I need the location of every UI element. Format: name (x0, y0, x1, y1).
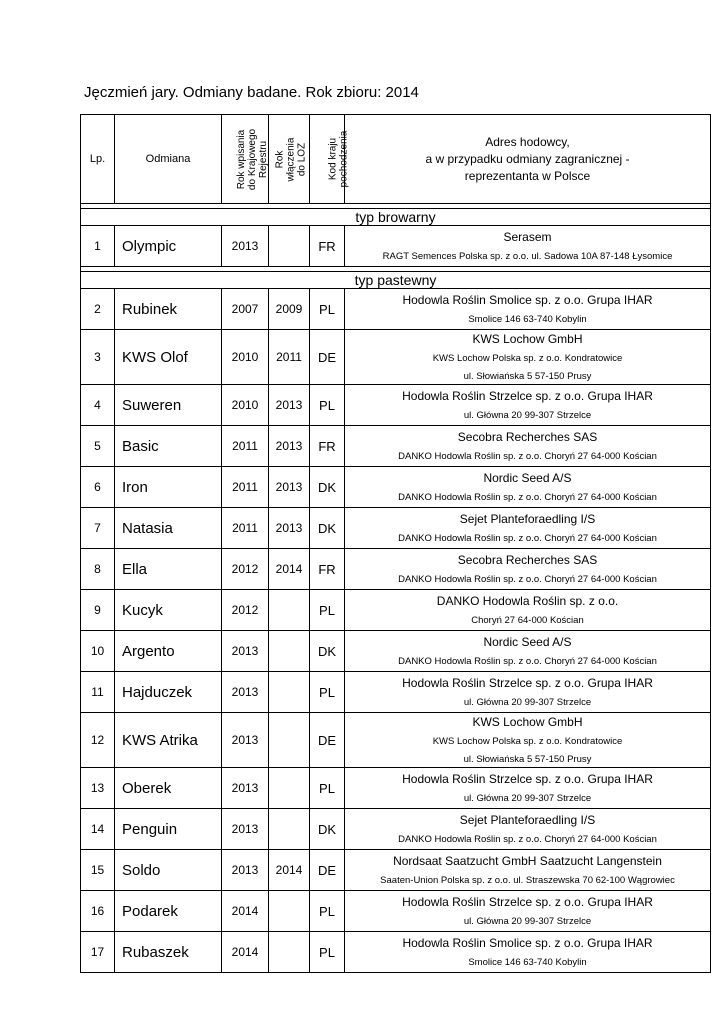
address-line: Saaten-Union Polska sp. z o.o. ul. Straszewska 70 62-100 Wągrowiec (380, 875, 675, 886)
address-line: ul. Słowiańska 5 57-150 Prusy (463, 754, 592, 765)
address-line: Secobra Recherches SAS (457, 430, 598, 444)
varieties-table (80, 114, 711, 973)
header-country: Kod kraju pochodzenia (310, 115, 345, 204)
cell-year-registered: 2012 (222, 590, 269, 631)
cell-lp: 4 (81, 385, 115, 426)
cell-country: DE (310, 850, 345, 891)
cell-variety: Rubinek (115, 289, 222, 330)
cell-address (345, 226, 711, 267)
cell-year-loz (269, 226, 310, 267)
cell-year-registered: 2014 (222, 891, 269, 932)
cell-year-loz (269, 932, 310, 973)
table-row (81, 932, 711, 973)
cell-address (345, 330, 711, 385)
cell-lp: 11 (81, 672, 115, 713)
cell-year-loz (269, 672, 310, 713)
cell-year-loz (269, 891, 310, 932)
section-row (81, 209, 711, 226)
cell-variety: Basic (115, 426, 222, 467)
cell-lp: 3 (81, 330, 115, 385)
cell-variety: Olympic (115, 226, 222, 267)
address-line: ul. Główna 20 99-307 Strzelce (463, 916, 592, 927)
cell-year-registered: 2013 (222, 768, 269, 809)
cell-country: FR (310, 226, 345, 267)
cell-variety: KWS Olof (115, 330, 222, 385)
cell-country: PL (310, 932, 345, 973)
cell-variety: Argento (115, 631, 222, 672)
cell-lp: 12 (81, 713, 115, 768)
cell-lp: 10 (81, 631, 115, 672)
cell-address (345, 631, 711, 672)
cell-variety: Ella (115, 549, 222, 590)
address-line: Nordsaat Saatzucht GmbH Saatzucht Langenstein (393, 854, 662, 868)
cell-address (345, 768, 711, 809)
table-row (81, 426, 711, 467)
table-row (81, 590, 711, 631)
cell-country: PL (310, 891, 345, 932)
cell-year-loz: 2014 (269, 549, 310, 590)
cell-variety: Kucyk (115, 590, 222, 631)
address-line: ul. Słowiańska 5 57-150 Prusy (463, 371, 592, 382)
table-row (81, 809, 711, 850)
cell-year-loz (269, 713, 310, 768)
section-label: typ pastewny (81, 272, 711, 289)
cell-year-registered: 2011 (222, 467, 269, 508)
address-line: DANKO Hodowla Roślin sp. z o.o. Choryń 27 64-000 Kościan (398, 574, 657, 585)
address-line: ul. Główna 20 99-307 Strzelce (463, 793, 592, 804)
address-line: Choryń 27 64-000 Kościan (471, 615, 584, 626)
page-title: Jęczmień jary. Odmiany badane. Rok zbioru: 2014 (84, 84, 419, 101)
cell-address (345, 672, 711, 713)
cell-year-loz (269, 590, 310, 631)
cell-variety: KWS Atrika (115, 713, 222, 768)
cell-lp: 6 (81, 467, 115, 508)
section-label: typ browarny (81, 209, 711, 226)
cell-address (345, 891, 711, 932)
cell-address (345, 850, 711, 891)
cell-address (345, 932, 711, 973)
address-line: Sejet Planteforaedling I/S (459, 512, 596, 526)
cell-address (345, 426, 711, 467)
cell-country: DE (310, 330, 345, 385)
cell-variety: Soldo (115, 850, 222, 891)
cell-year-registered: 2013 (222, 713, 269, 768)
cell-variety: Natasia (115, 508, 222, 549)
cell-year-registered: 2012 (222, 549, 269, 590)
address-line: KWS Lochow Polska sp. z o.o. Kondratowice (432, 353, 623, 364)
cell-address (345, 590, 711, 631)
address-line: ul. Główna 20 99-307 Strzelce (463, 410, 592, 421)
cell-country: PL (310, 590, 345, 631)
address-line: ul. Główna 20 99-307 Strzelce (463, 697, 592, 708)
address-line: Hodowla Roślin Strzelce sp. z o.o. Grupa IHAR (402, 676, 653, 690)
cell-lp: 13 (81, 768, 115, 809)
table-row (81, 508, 711, 549)
cell-year-registered: 2014 (222, 932, 269, 973)
cell-variety: Oberek (115, 768, 222, 809)
address-line: KWS Lochow GmbH (472, 332, 583, 346)
address-line: Hodowla Roślin Smolice sp. z o.o. Grupa IHAR (402, 936, 653, 950)
cell-address (345, 508, 711, 549)
address-line: DANKO Hodowla Roślin sp. z o.o. Choryń 27 64-000 Kościan (398, 656, 657, 667)
cell-year-loz: 2013 (269, 426, 310, 467)
cell-lp: 1 (81, 226, 115, 267)
table-row (81, 226, 711, 267)
cell-country: PL (310, 768, 345, 809)
cell-lp: 15 (81, 850, 115, 891)
table-row (81, 330, 711, 385)
section-row (81, 272, 711, 289)
cell-address (345, 385, 711, 426)
address-line: RAGT Semences Polska sp. z o.o. ul. Sadowa 10A 87-148 Łysomice (382, 251, 673, 262)
cell-year-loz: 2013 (269, 508, 310, 549)
table-row (81, 289, 711, 330)
cell-year-registered: 2007 (222, 289, 269, 330)
cell-year-registered: 2011 (222, 426, 269, 467)
address-line: Nordic Seed A/S (483, 635, 572, 649)
cell-country: PL (310, 289, 345, 330)
table-row (81, 891, 711, 932)
cell-country: PL (310, 385, 345, 426)
header-lp: Lp. (81, 115, 115, 204)
address-line: Serasem (503, 230, 552, 244)
address-line: Nordic Seed A/S (483, 471, 572, 485)
cell-country: DK (310, 508, 345, 549)
cell-lp: 17 (81, 932, 115, 973)
cell-year-registered: 2013 (222, 809, 269, 850)
table-row (81, 549, 711, 590)
address-line: Hodowla Roślin Strzelce sp. z o.o. Grupa IHAR (402, 389, 653, 403)
cell-year-loz: 2013 (269, 467, 310, 508)
address-line: Smolice 146 63-740 Kobylin (468, 957, 587, 968)
cell-variety: Rubaszek (115, 932, 222, 973)
table-row (81, 850, 711, 891)
cell-year-registered: 2013 (222, 631, 269, 672)
cell-country: DK (310, 631, 345, 672)
header-variety: Odmiana (115, 115, 222, 204)
cell-address (345, 467, 711, 508)
cell-year-registered: 2011 (222, 508, 269, 549)
cell-year-loz (269, 631, 310, 672)
cell-variety: Podarek (115, 891, 222, 932)
cell-year-registered: 2013 (222, 672, 269, 713)
cell-country: FR (310, 549, 345, 590)
cell-lp: 9 (81, 590, 115, 631)
header-year-registered: Rok wpisania do Krajowego Rejestru (222, 115, 269, 204)
address-line: KWS Lochow GmbH (472, 715, 583, 729)
cell-year-loz: 2013 (269, 385, 310, 426)
cell-year-registered: 2010 (222, 330, 269, 385)
cell-variety: Suweren (115, 385, 222, 426)
cell-lp: 7 (81, 508, 115, 549)
address-line: Secobra Recherches SAS (457, 553, 598, 567)
table-row (81, 672, 711, 713)
cell-lp: 8 (81, 549, 115, 590)
cell-address (345, 809, 711, 850)
table-row (81, 631, 711, 672)
header-year-loz: Rok włączenia do LOZ (269, 115, 310, 204)
cell-country: DK (310, 809, 345, 850)
cell-year-loz (269, 809, 310, 850)
cell-lp: 5 (81, 426, 115, 467)
cell-address (345, 289, 711, 330)
cell-year-loz: 2014 (269, 850, 310, 891)
address-line: Hodowla Roślin Strzelce sp. z o.o. Grupa IHAR (402, 772, 653, 786)
address-line: Hodowla Roślin Strzelce sp. z o.o. Grupa IHAR (402, 895, 653, 909)
table-row (81, 467, 711, 508)
cell-country: FR (310, 426, 345, 467)
address-line: DANKO Hodowla Roślin sp. z o.o. Choryń 27 64-000 Kościan (398, 451, 657, 462)
address-line: Sejet Planteforaedling I/S (459, 813, 596, 827)
cell-address (345, 549, 711, 590)
address-line: DANKO Hodowla Roślin sp. z o.o. Choryń 27 64-000 Kościan (398, 834, 657, 845)
address-line: Hodowla Roślin Smolice sp. z o.o. Grupa IHAR (402, 293, 653, 307)
header-address: Adres hodowcy, a w przypadku odmiany zagranicznej - reprezentanta w Polsce (345, 115, 711, 204)
cell-variety: Penguin (115, 809, 222, 850)
cell-address (345, 713, 711, 768)
cell-year-loz (269, 768, 310, 809)
cell-year-registered: 2013 (222, 226, 269, 267)
cell-year-loz: 2011 (269, 330, 310, 385)
address-line: KWS Lochow Polska sp. z o.o. Kondratowice (432, 736, 623, 747)
cell-lp: 2 (81, 289, 115, 330)
cell-country: DK (310, 467, 345, 508)
cell-lp: 14 (81, 809, 115, 850)
cell-country: DE (310, 713, 345, 768)
table-row (81, 385, 711, 426)
header-row (81, 115, 711, 204)
cell-country: PL (310, 672, 345, 713)
cell-year-registered: 2013 (222, 850, 269, 891)
address-line: Smolice 146 63-740 Kobylin (468, 314, 587, 325)
table-row (81, 713, 711, 768)
cell-year-loz: 2009 (269, 289, 310, 330)
address-line: DANKO Hodowla Roślin sp. z o.o. Choryń 27 64-000 Kościan (398, 533, 657, 544)
cell-year-registered: 2010 (222, 385, 269, 426)
table-row (81, 768, 711, 809)
address-line: DANKO Hodowla Roślin sp. z o.o. Choryń 27 64-000 Kościan (398, 492, 657, 503)
address-line: DANKO Hodowla Roślin sp. z o.o. (436, 594, 619, 608)
cell-variety: Iron (115, 467, 222, 508)
cell-variety: Hajduczek (115, 672, 222, 713)
cell-lp: 16 (81, 891, 115, 932)
